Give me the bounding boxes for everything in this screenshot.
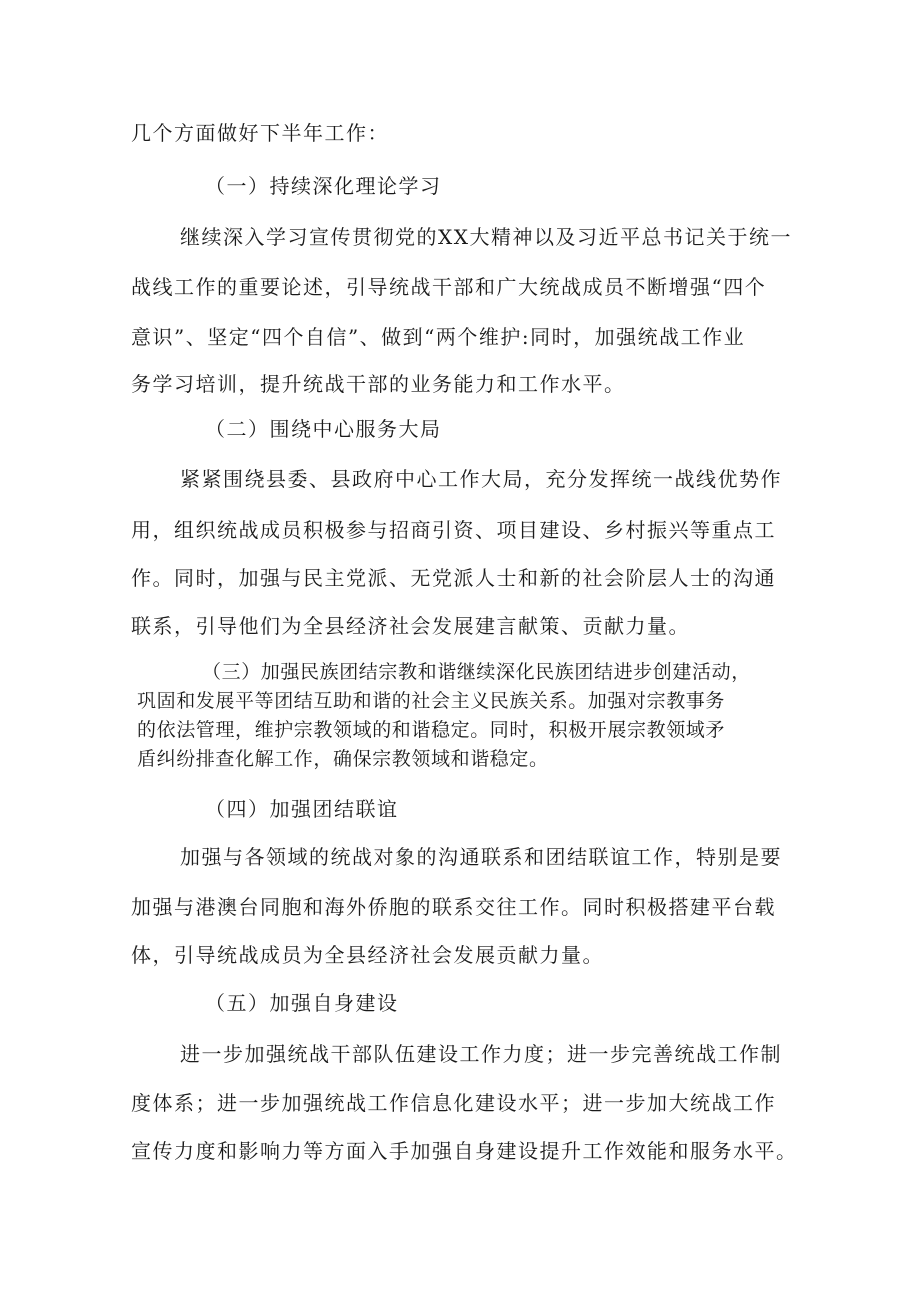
section-heading-2: （二）围绕中心服务大局 [205, 417, 442, 441]
paragraph-line: 体，引导统战成员为全县经济社会发展贡献力量。 [131, 943, 604, 967]
section-heading-3: （三）加强民族团结宗教和谐继续深化民族团结进步创建活动， [202, 661, 751, 683]
paragraph-line: 的依法管理，维护宗教领域的和谐稳定。同时，积极开展宗教领域矛 [137, 719, 726, 741]
paragraph-line: 巩固和发展平等团结互助和谐的社会主义民族关系。加强对宗教事务 [137, 690, 726, 712]
paragraph-line: 意识”、坚定“四个自信”、做到“两个维护:同时，加强统战工作业 [131, 325, 746, 349]
paragraph-line: 度体系；进一步加强统战工作信息化建设水平；进一步加大统战工作 [131, 1091, 776, 1115]
paragraph-line: 作。同时，加强与民主党派、无党派人士和新的社会阶层人士的沟通 [131, 566, 776, 590]
section-heading-5: （五）加强自身建设 [205, 991, 399, 1015]
paragraph-line: 宣传力度和影响力等方面入手加强自身建设提升工作效能和服务水平。 [131, 1139, 798, 1163]
paragraph-line: 进一步加强统战干部队伍建设工作力度；进一步完善统战工作制 [180, 1042, 782, 1066]
paragraph-line: 加强与各领域的统战对象的沟通联系和团结联谊工作，特别是要 [180, 845, 782, 869]
paragraph-line: 联系，引导他们为全县经济社会发展建言献策、贡献力量。 [131, 614, 690, 638]
paragraph-line: 战线工作的重要论述，引导统战干部和广大统战成员不断增强“四个 [131, 275, 767, 299]
paragraph-line: 继续深入学习宣传贯彻党的XX大精神以及习近平总书记关于统一 [180, 225, 792, 249]
paragraph-line: 紧紧围绕县委、县政府中心工作大局，充分发挥统一战线优势作 [180, 467, 782, 491]
section-heading-4: （四）加强团结联谊 [205, 797, 399, 821]
intro-line: 几个方面做好下半年工作： [131, 121, 389, 145]
paragraph-line: 盾纠纷排查化解工作，确保宗教领域和谐稳定。 [137, 748, 549, 770]
section-heading-1: （一）持续深化理论学习 [205, 174, 442, 198]
paragraph-line: 用，组织统战成员积极参与招商引资、项目建设、乡村振兴等重点工 [131, 518, 776, 542]
paragraph-line: 务学习培训，提升统战干部的业务能力和工作水平。 [131, 372, 626, 396]
paragraph-line: 加强与港澳台同胞和海外侨胞的联系交往工作。同时积极搭建平台载 [131, 895, 776, 919]
